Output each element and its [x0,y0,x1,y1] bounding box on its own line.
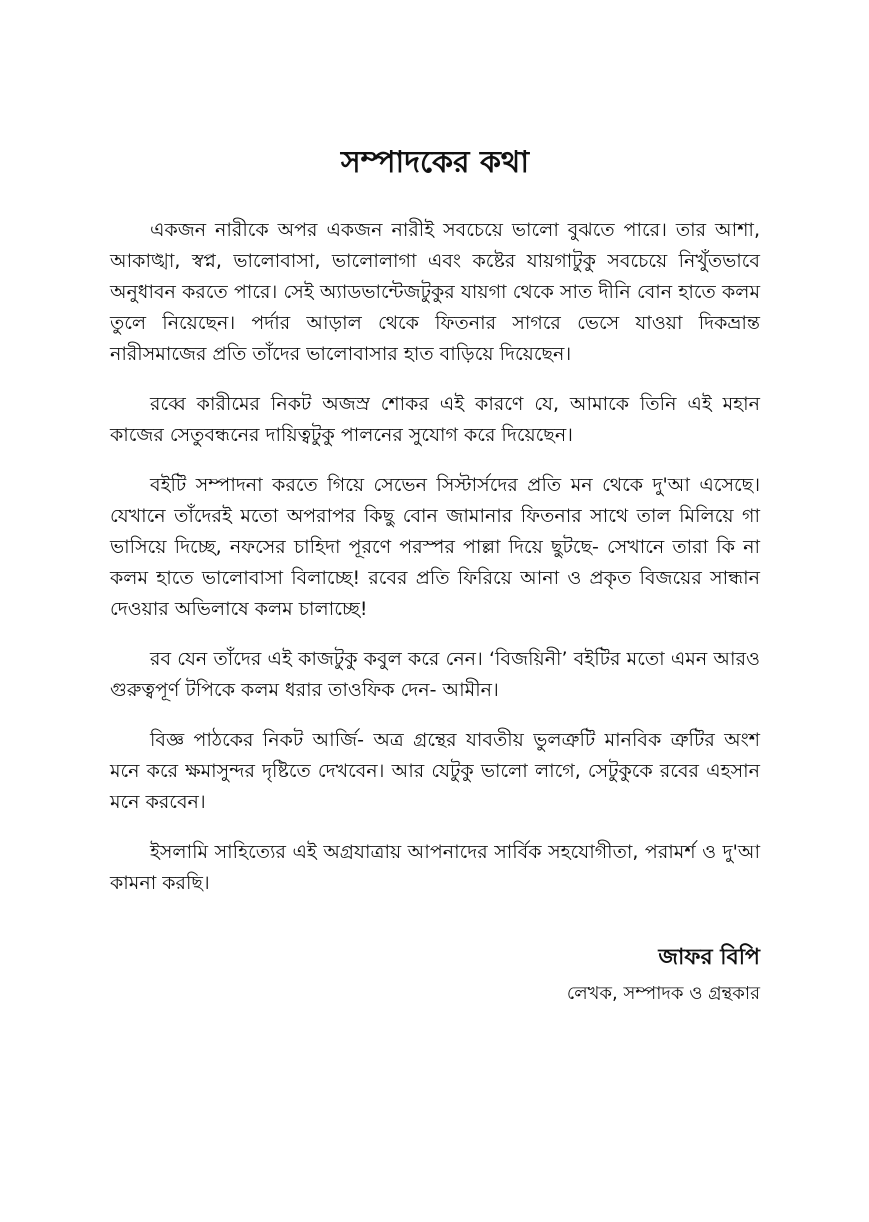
signature-role: লেখক, সম্পাদক ও গ্রন্থকার [566,982,760,1004]
paragraph-4: রব যেন তাঁদের এই কাজটুকু কবুল করে নেন। ‘বিজয়িনী’ বইটির মতো এমন আরও গুরুত্বপূর্ণ টপিকে কলম ধরার তাওফিক দেন- আমীন। [110,648,760,701]
paragraph-5: বিজ্ঞ পাঠকের নিকট আর্জি- অত্র গ্রন্থের যাবতীয় ভুলত্রুটি মানবিক ত্রুটির অংশ মনে করে ক্ষমাসুন্দর দৃষ্টিতে দেখবেন। আর যেটুকু ভালো লাগে, সেটুকুকে রবের এহসান মনে করবেন। [110,729,760,813]
paragraph-6: ইসলামি সাহিত্যের এই অগ্রযাত্রায় আপনাদের সার্বিক সহযোগীতা, পরামর্শ ও দু'আ কামনা করছি। [110,841,760,894]
paragraph-1: একজন নারীকে অপর একজন নারীই সবচেয়ে ভালো বুঝতে পারে। তার আশা, আকাঙ্খা, স্বপ্ন, ভালোবাসা, ভালোলাগা এবং কষ্টের যায়গাটুকু সবচেয়ে নিখুঁতভাবে অনুধাবন করতে পারে। সেই অ্যাডভান্টেজটুকুর যায়গা থেকে সাত দীনি বোন হাতে কলম তুলে নিয়েছেন। পর্দার আড়াল থেকে ফিতনার সাগরে ভেসে যাওয়া দিকভ্রান্ত নারীসমাজের প্রতি তাঁদের ভালোবাসার হাত বাড়িয়ে দিয়েছেন। [110,219,760,365]
signature-block [110,943,760,1009]
paragraph-3: বইটি সম্পাদনা করতে গিয়ে সেভেন সিস্টার্সদের প্রতি মন থেকে দু'আ এসেছে। যেখানে তাঁদেরই মতো অপরাপর কিছু বোন জামানার ফিতনার সাথে তাল মিলিয়ে গা ভাসিয়ে দিচ্ছে, নফসের চাহিদা পূরণে পরস্পর পাল্লা দিয়ে ছুটছে- সেখানে তারা কি না কলম হাতে ভালোবাসা বিলাচ্ছে! রবের প্রতি ফিরিয়ে আনা ও প্রকৃত বিজয়ের সান্ধান দেওয়ার অভিলাষে কলম চালাচ্ছে! [110,474,760,620]
document-page [110,145,760,1009]
page-title: সম্পাদকের কথা [340,145,530,180]
signature-name: জাফর বিপি [658,945,760,970]
paragraph-2: রব্বে কারীমের নিকট অজস্র শোকর এই কারণে যে, আমাকে তিনি এই মহান কাজের সেতুবন্ধনের দায়িত্বটুকু পালনের সুযোগ করে দিয়েছেন। [110,393,760,446]
